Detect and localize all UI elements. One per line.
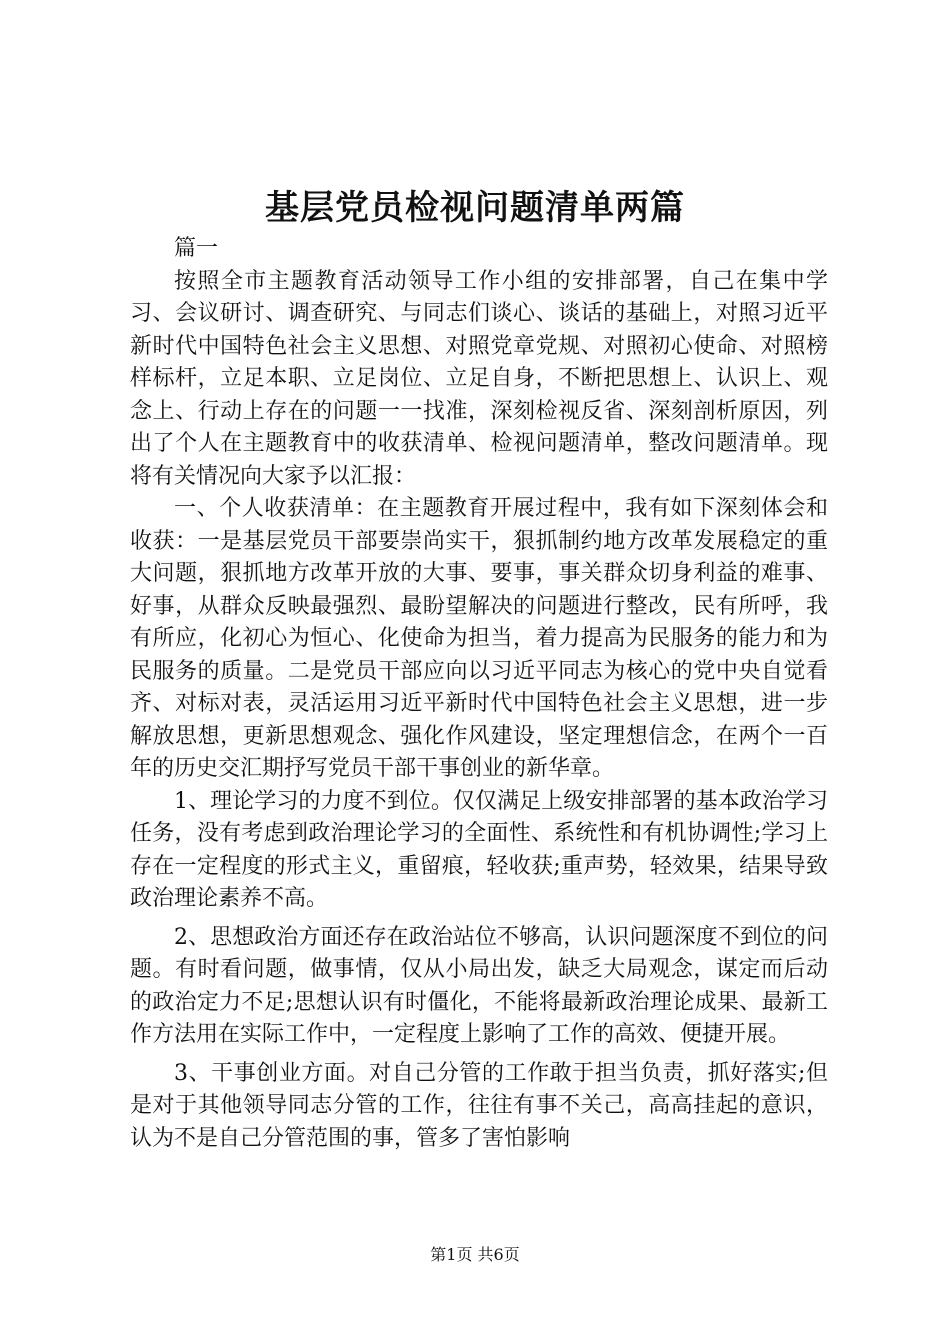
section-heading: 篇一: [174, 236, 219, 261]
intro-paragraph: 按照全市主题教育活动领导工作小组的安排部署，自己在集中学习、会议研讨、调查研究、与同志们谈心、谈话的基础上，对照习近平新时代中国特色社会主义思想、对照党章党规、对照初心使命、对照榜样标杆，立足本职、立足岗位、立足自身，不断把思想上、认识上、观念上、行动上存在的问题一一找准，深刻检视反省、深刻剖析原因，列出了个人在主题教育中的收获清单、检视问题清单，整改问题清单。现将有关情况向大家予以汇报：: [130, 268, 828, 489]
issue-paragraph-3: 3、干事创业方面。对自己分管的工作敢于担当负责，抓好落实;但是对于其他领导同志分管的工作，往往有事不关己，高高挂起的意识，认为不是自己分管范围的事，管多了害怕影响: [130, 1060, 828, 1151]
gains-paragraph: 一、个人收获清单：在主题教育开展过程中，我有如下深刻体会和收获：一是基层党员干部要崇尚实干，狠抓制约地方改革发展稳定的重大问题，狠抓地方改革开放的大事、要事，事关群众切身利益的难事、好事，从群众反映最强烈、最盼望解决的问题进行整改，民有所呼，我有所应，化初心为恒心、化使命为担当，着力提高为民服务的能力和为民服务的质量。二是党员干部应向以习近平同志为核心的党中央自觉看齐、对标对表，灵活运用习近平新时代中国特色社会主义思想，进一步解放思想，更新思想观念、强化作风建设，坚定理想信念，在两个一百年的历史交汇期抒写党员干部干事创业的新华章。: [130, 496, 828, 781]
document-title: 基层党员检视问题清单两篇: [265, 188, 685, 228]
page-number-footer: 第1页 共6页: [430, 1245, 520, 1264]
issue-paragraph-1: 1、理论学习的力度不到位。仅仅满足上级安排部署的基本政治学习任务，没有考虑到政治理论学习的全面性、系统性和有机协调性;学习上存在一定程度的形式主义，重留痕，轻收获;重声势，轻效果，结果导致政治理论素养不高。: [130, 788, 828, 911]
issue-paragraph-2: 2、思想政治方面还存在政治站位不够高，认识问题深度不到位的问题。有时看问题，做事情，仅从小局出发，缺乏大局观念，谋定而后动的政治定力不足;思想认识有时僵化，不能将最新政治理论成果、最新工作方法用在实际工作中，一定程度上影响了工作的高效、便捷开展。: [130, 924, 828, 1047]
document-body: [130, 233, 828, 1155]
